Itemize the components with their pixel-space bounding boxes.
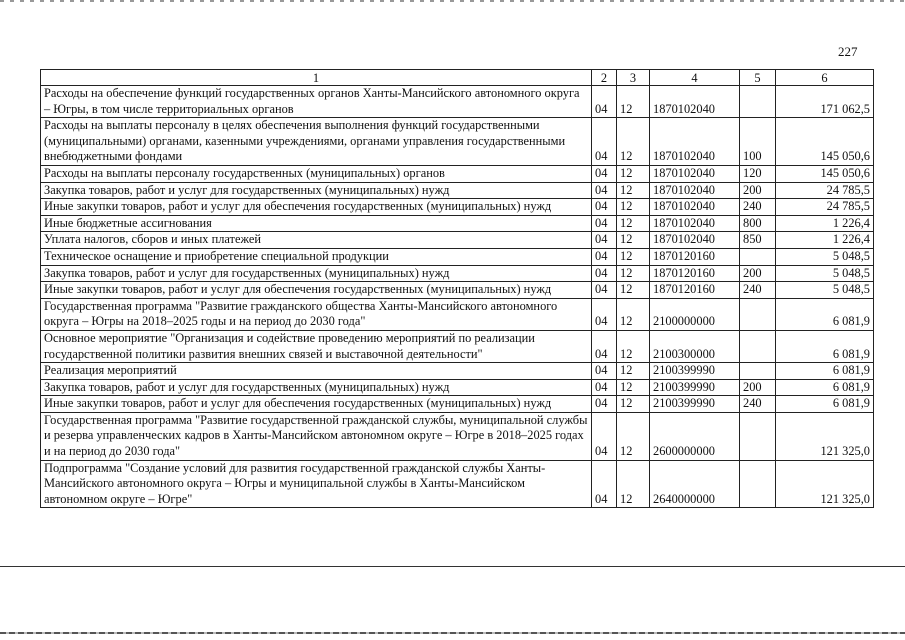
row-target-cell: 2100300000 — [650, 330, 740, 362]
row-target-cell: 1870102040 — [650, 118, 740, 166]
header-col-sum: 6 — [776, 70, 874, 86]
row-subsection-cell: 12 — [617, 248, 650, 265]
row-section-cell: 04 — [592, 363, 617, 380]
row-subsection-cell: 12 — [617, 182, 650, 199]
row-name-cell: Иные закупки товаров, работ и услуг для обеспечения государственных (муниципальных) нужд — [41, 199, 592, 216]
row-target-cell: 1870120160 — [650, 248, 740, 265]
row-subsection-cell: 12 — [617, 379, 650, 396]
row-vr-cell — [740, 248, 776, 265]
row-target-cell: 1870120160 — [650, 265, 740, 282]
row-sum-cell: 6 081,9 — [776, 298, 874, 330]
row-vr-cell: 100 — [740, 118, 776, 166]
row-vr-cell — [740, 298, 776, 330]
row-section-cell: 04 — [592, 165, 617, 182]
row-subsection-cell: 12 — [617, 265, 650, 282]
row-section-cell: 04 — [592, 265, 617, 282]
row-section-cell: 04 — [592, 379, 617, 396]
row-sum-cell: 1 226,4 — [776, 232, 874, 249]
table-header-row — [41, 70, 874, 86]
row-sum-cell: 6 081,9 — [776, 363, 874, 380]
table-row — [41, 199, 874, 216]
row-sum-cell: 6 081,9 — [776, 330, 874, 362]
row-vr-cell: 800 — [740, 215, 776, 232]
table-row — [41, 282, 874, 299]
row-subsection-cell: 12 — [617, 298, 650, 330]
budget-table — [40, 69, 874, 508]
row-vr-cell — [740, 86, 776, 118]
row-name-cell: Иные бюджетные ассигнования — [41, 215, 592, 232]
row-subsection-cell: 12 — [617, 86, 650, 118]
row-name-cell: Иные закупки товаров, работ и услуг для обеспечения государственных (муниципальных) нужд — [41, 282, 592, 299]
row-name-cell: Государственная программа "Развитие государственной гражданской службы, муниципальной службы и резерва управленческих кадров в Ханты-Мансийском автономном округе – Югре в 2018–2025 годах и на период до 2030 года" — [41, 412, 592, 460]
row-subsection-cell: 12 — [617, 412, 650, 460]
row-sum-cell: 145 050,6 — [776, 118, 874, 166]
row-subsection-cell: 12 — [617, 330, 650, 362]
row-vr-cell — [740, 363, 776, 380]
row-sum-cell: 24 785,5 — [776, 199, 874, 216]
row-section-cell: 04 — [592, 248, 617, 265]
row-vr-cell: 200 — [740, 182, 776, 199]
row-subsection-cell: 12 — [617, 460, 650, 508]
row-sum-cell: 171 062,5 — [776, 86, 874, 118]
row-target-cell: 1870120160 — [650, 282, 740, 299]
row-subsection-cell: 12 — [617, 199, 650, 216]
row-section-cell: 04 — [592, 460, 617, 508]
row-target-cell: 1870102040 — [650, 182, 740, 199]
row-sum-cell: 5 048,5 — [776, 265, 874, 282]
row-vr-cell — [740, 330, 776, 362]
row-target-cell: 2640000000 — [650, 460, 740, 508]
row-name-cell: Основное мероприятие "Организация и содействие проведению мероприятий по реализации государственной политики развития внешних связей и выставочной деятельности" — [41, 330, 592, 362]
scan-bottom-edge — [0, 632, 905, 634]
table-row — [41, 265, 874, 282]
row-name-cell: Закупка товаров, работ и услуг для государственных (муниципальных) нужд — [41, 182, 592, 199]
row-section-cell: 04 — [592, 182, 617, 199]
row-vr-cell — [740, 460, 776, 508]
row-vr-cell — [740, 412, 776, 460]
row-sum-cell: 5 048,5 — [776, 282, 874, 299]
row-target-cell: 2100000000 — [650, 298, 740, 330]
table-row — [41, 215, 874, 232]
row-vr-cell: 240 — [740, 396, 776, 413]
row-subsection-cell: 12 — [617, 215, 650, 232]
row-name-cell: Государственная программа "Развитие гражданского общества Ханты-Мансийского автономного округа – Югры на 2018–2025 годы и на период до 2030 года" — [41, 298, 592, 330]
row-section-cell: 04 — [592, 215, 617, 232]
header-col-subsection: 3 — [617, 70, 650, 86]
row-sum-cell: 6 081,9 — [776, 396, 874, 413]
row-section-cell: 04 — [592, 282, 617, 299]
scan-top-edge — [0, 0, 905, 2]
table-row — [41, 165, 874, 182]
table-row — [41, 248, 874, 265]
row-target-cell: 2100399990 — [650, 379, 740, 396]
table-row — [41, 412, 874, 460]
row-subsection-cell: 12 — [617, 165, 650, 182]
row-section-cell: 04 — [592, 298, 617, 330]
row-target-cell: 1870102040 — [650, 86, 740, 118]
row-name-cell: Закупка товаров, работ и услуг для государственных (муниципальных) нужд — [41, 379, 592, 396]
row-vr-cell: 120 — [740, 165, 776, 182]
row-vr-cell: 200 — [740, 265, 776, 282]
row-vr-cell: 200 — [740, 379, 776, 396]
row-subsection-cell: 12 — [617, 232, 650, 249]
row-sum-cell: 6 081,9 — [776, 379, 874, 396]
row-target-cell: 1870102040 — [650, 232, 740, 249]
row-target-cell: 1870102040 — [650, 215, 740, 232]
row-section-cell: 04 — [592, 118, 617, 166]
row-name-cell: Расходы на обеспечение функций государственных органов Ханты-Мансийского автономного округа – Югры, в том числе территориальных органов — [41, 86, 592, 118]
row-sum-cell: 24 785,5 — [776, 182, 874, 199]
row-name-cell: Техническое оснащение и приобретение специальной продукции — [41, 248, 592, 265]
header-col-vr: 5 — [740, 70, 776, 86]
row-sum-cell: 121 325,0 — [776, 460, 874, 508]
row-target-cell: 2600000000 — [650, 412, 740, 460]
row-name-cell: Уплата налогов, сборов и иных платежей — [41, 232, 592, 249]
header-col-target: 4 — [650, 70, 740, 86]
row-sum-cell: 5 048,5 — [776, 248, 874, 265]
row-target-cell: 1870102040 — [650, 165, 740, 182]
page-number: 227 — [838, 44, 858, 59]
row-section-cell: 04 — [592, 232, 617, 249]
table-row — [41, 379, 874, 396]
row-section-cell: 04 — [592, 199, 617, 216]
row-name-cell: Расходы на выплаты персоналу государственных (муниципальных) органов — [41, 165, 592, 182]
table-row — [41, 330, 874, 362]
row-sum-cell: 145 050,6 — [776, 165, 874, 182]
row-vr-cell: 850 — [740, 232, 776, 249]
table-row — [41, 86, 874, 118]
row-name-cell: Закупка товаров, работ и услуг для государственных (муниципальных) нужд — [41, 265, 592, 282]
table-row — [41, 232, 874, 249]
header-col-section: 2 — [592, 70, 617, 86]
row-target-cell: 2100399990 — [650, 396, 740, 413]
row-section-cell: 04 — [592, 86, 617, 118]
row-subsection-cell: 12 — [617, 282, 650, 299]
row-vr-cell: 240 — [740, 199, 776, 216]
row-target-cell: 1870102040 — [650, 199, 740, 216]
table-row — [41, 298, 874, 330]
row-section-cell: 04 — [592, 412, 617, 460]
row-sum-cell: 121 325,0 — [776, 412, 874, 460]
row-subsection-cell: 12 — [617, 118, 650, 166]
row-name-cell: Расходы на выплаты персоналу в целях обеспечения выполнения функций государственными (муниципальными) органами, казенными учреждениями, органами управления государственными внебюджетными фондами — [41, 118, 592, 166]
row-name-cell: Реализация мероприятий — [41, 363, 592, 380]
row-section-cell: 04 — [592, 396, 617, 413]
table-row — [41, 182, 874, 199]
row-target-cell: 2100399990 — [650, 363, 740, 380]
table-row — [41, 118, 874, 166]
scan-cut-line — [0, 566, 905, 567]
row-sum-cell: 1 226,4 — [776, 215, 874, 232]
row-name-cell: Подпрограмма "Создание условий для развития государственной гражданской службы Ханты-Мансийского автономного округа – Югры и муниципальной службы в Ханты-Мансийском автономном округе – Югре" — [41, 460, 592, 508]
header-col-name: 1 — [41, 70, 592, 86]
row-section-cell: 04 — [592, 330, 617, 362]
table-row — [41, 363, 874, 380]
table-row — [41, 396, 874, 413]
table-row — [41, 460, 874, 508]
row-subsection-cell: 12 — [617, 363, 650, 380]
row-vr-cell: 240 — [740, 282, 776, 299]
row-name-cell: Иные закупки товаров, работ и услуг для обеспечения государственных (муниципальных) нужд — [41, 396, 592, 413]
row-subsection-cell: 12 — [617, 396, 650, 413]
